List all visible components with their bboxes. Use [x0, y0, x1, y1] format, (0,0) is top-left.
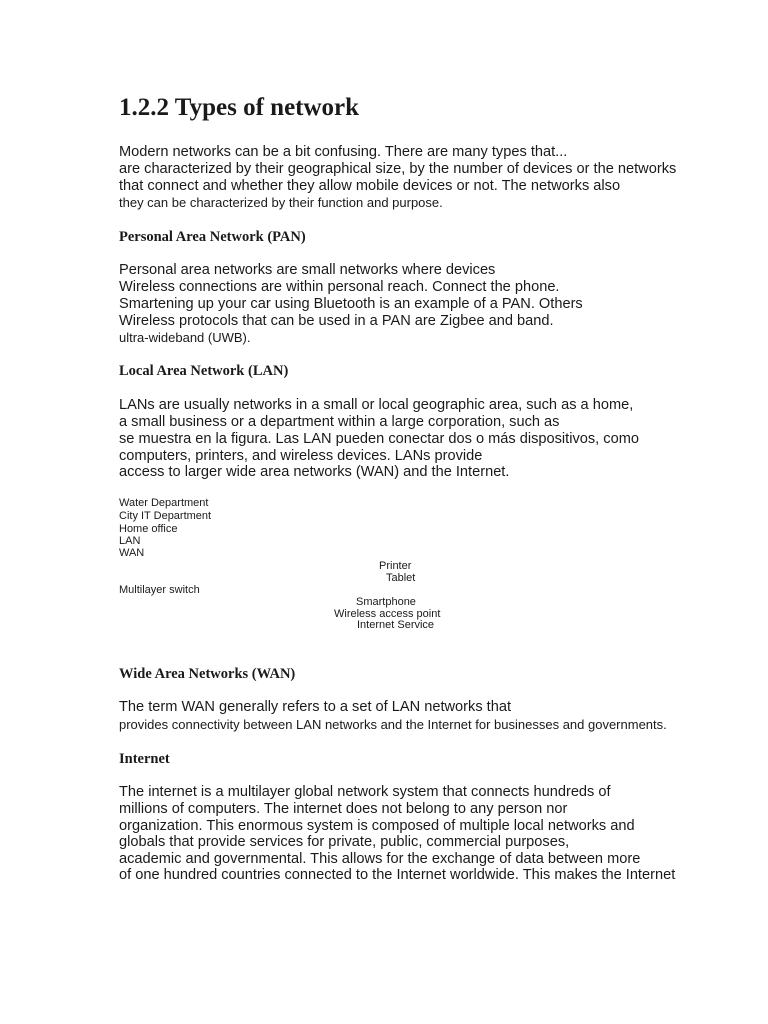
lan-line-1: LANs are usually networks in a small or local geographic area, such as a home,	[119, 397, 634, 413]
figure-label-home-office: Home office	[119, 523, 178, 535]
pan-line-5: ultra-wideband (UWB).	[119, 330, 251, 345]
intro-line-4: they can be characterized by their function and purpose.	[119, 195, 443, 210]
internet-line-3: organization. This enormous system is composed of multiple local networks and	[119, 818, 635, 834]
lan-heading: Local Area Network (LAN)	[119, 363, 289, 379]
internet-line-5: academic and governmental. This allows for the exchange of data between more	[119, 851, 641, 867]
figure-label-smartphone: Smartphone	[356, 596, 416, 608]
pan-line-4: Wireless protocols that can be used in a PAN are Zigbee and band.	[119, 313, 554, 329]
lan-line-3: se muestra en la figura. Las LAN pueden conectar dos o más dispositivos, como	[119, 431, 639, 447]
figure-label-tablet: Tablet	[386, 572, 416, 584]
pan-line-2: Wireless connections are within personal reach. Connect the phone.	[119, 279, 560, 295]
internet-line-4: globals that provide services for private, public, commercial purposes,	[119, 834, 570, 850]
pan-line-1: Personal area networks are small networks where devices	[119, 262, 496, 278]
figure-label-water-department: Water Department	[119, 497, 209, 509]
pan-line-3: Smartening up your car using Bluetooth is an example of a PAN. Others	[119, 296, 583, 312]
wan-heading: Wide Area Networks (WAN)	[119, 666, 296, 682]
figure-label-internet-service: Internet Service	[357, 619, 435, 631]
intro-line-2: are characterized by their geographical size, by the number of devices or the networks	[119, 161, 677, 177]
page-title: 1.2.2 Types of network	[119, 94, 360, 121]
figure-label-multilayer-switch: Multilayer switch	[119, 584, 200, 596]
lan-line-4: computers, printers, and wireless devices. LANs provide	[119, 448, 483, 464]
internet-line-6: of one hundred countries connected to the Internet worldwide. This makes the Internet	[119, 867, 676, 883]
intro-line-1: Modern networks can be a bit confusing. There are many types that...	[119, 144, 568, 160]
pan-heading: Personal Area Network (PAN)	[119, 229, 306, 245]
wan-line-1: The term WAN generally refers to a set of LAN networks that	[119, 699, 512, 715]
internet-line-2: millions of computers. The internet does not belong to any person nor	[119, 801, 568, 817]
internet-line-1: The internet is a multilayer global network system that connects hundreds of	[119, 784, 611, 800]
figure-label-wireless-access-point: Wireless access point	[334, 608, 441, 620]
figure-label-printer: Printer	[379, 560, 412, 572]
intro-line-3: that connect and whether they allow mobile devices or not. The networks also	[119, 178, 621, 194]
figure-label-lan: LAN	[119, 535, 141, 547]
lan-line-2: a small business or a department within a large corporation, such as	[119, 414, 560, 430]
internet-heading: Internet	[119, 751, 170, 767]
wan-line-2: provides connectivity between LAN networks and the Internet for businesses and governments.	[119, 717, 667, 732]
figure-label-city-it: City IT Department	[119, 510, 212, 522]
lan-line-5: access to larger wide area networks (WAN) and the Internet.	[119, 464, 510, 480]
figure-label-wan: WAN	[119, 547, 145, 559]
